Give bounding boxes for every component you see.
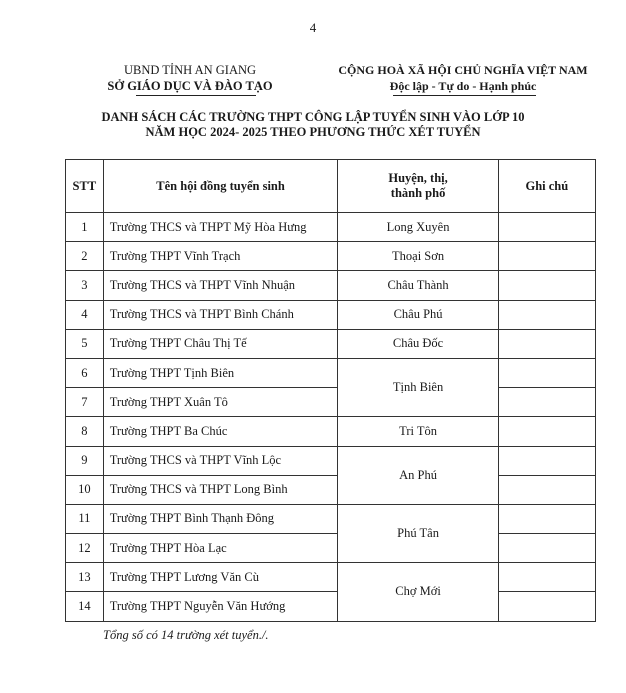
cell-stt: 4 xyxy=(66,300,104,329)
total-summary: Tổng số có 14 trường xét tuyển./. xyxy=(103,628,269,642)
cell-district: Châu Phú xyxy=(338,300,498,329)
cell-note xyxy=(498,242,595,271)
table-row xyxy=(66,358,596,387)
cell-name: Trường THPT Hòa Lạc xyxy=(103,534,338,563)
cell-name: Trường THPT Vĩnh Trạch xyxy=(103,242,338,271)
cell-note xyxy=(498,213,595,242)
cell-district: Tri Tôn xyxy=(338,417,498,446)
table-row xyxy=(66,213,596,242)
table-row xyxy=(66,271,596,300)
cell-district: Châu Thành xyxy=(338,271,498,300)
cell-district: Tịnh Biên xyxy=(338,358,498,416)
cell-district: Thoại Sơn xyxy=(338,242,498,271)
document-title xyxy=(0,110,626,140)
cell-stt: 1 xyxy=(66,213,104,242)
table-row xyxy=(66,300,596,329)
motto-line2: Độc lập - Tự do - Hạnh phúc xyxy=(389,79,537,93)
issuer-underline xyxy=(136,95,256,96)
cell-name: Trường THPT Nguyễn Văn Hướng xyxy=(103,592,338,621)
cell-stt: 14 xyxy=(66,592,104,621)
table-row xyxy=(66,242,596,271)
cell-stt: 10 xyxy=(66,475,104,504)
cell-note xyxy=(498,417,595,446)
cell-note xyxy=(498,592,595,621)
cell-name: Trường THPT Lương Văn Cù xyxy=(103,563,338,592)
cell-name: Trường THPT Bình Thạnh Đông xyxy=(103,504,338,533)
cell-name: Trường THPT Xuân Tô xyxy=(103,388,338,417)
col-header-note: Ghi chú xyxy=(498,160,595,213)
title-line1: DANH SÁCH CÁC TRƯỜNG THPT CÔNG LẬP TUYỂN SINH VÀO LỚP 10 xyxy=(101,110,525,124)
motto-line1: CỘNG HOÀ XÃ HỘI CHỦ NGHĨA VIỆT NAM xyxy=(338,63,588,77)
cell-note xyxy=(498,388,595,417)
table-row xyxy=(66,592,596,621)
cell-note xyxy=(498,446,595,475)
cell-stt: 7 xyxy=(66,388,104,417)
cell-note xyxy=(498,563,595,592)
issuer-line2: SỞ GIÁO DỤC VÀ ĐÀO TẠO xyxy=(107,79,273,93)
cell-stt: 12 xyxy=(66,534,104,563)
cell-stt: 11 xyxy=(66,504,104,533)
cell-note xyxy=(498,475,595,504)
cell-name: Trường THPT Châu Thị Tế xyxy=(103,329,338,358)
table-row xyxy=(66,329,596,358)
cell-name: Trường THCS và THPT Vĩnh Lộc xyxy=(103,446,338,475)
national-motto-header xyxy=(338,62,588,94)
issuer-line1: UBND TỈNH AN GIANG xyxy=(123,63,257,77)
cell-name: Trường THPT Tịnh Biên xyxy=(103,358,338,387)
cell-note xyxy=(498,534,595,563)
cell-name: Trường THCS và THPT Long Bình xyxy=(103,475,338,504)
cell-name: Trường THCS và THPT Vĩnh Nhuận xyxy=(103,271,338,300)
table-row xyxy=(66,504,596,533)
cell-name: Trường THPT Ba Chúc xyxy=(103,417,338,446)
cell-stt: 3 xyxy=(66,271,104,300)
motto-underline xyxy=(393,95,536,96)
table-row xyxy=(66,446,596,475)
table-row xyxy=(66,388,596,417)
table-row xyxy=(66,534,596,563)
cell-stt: 5 xyxy=(66,329,104,358)
title-line2: NĂM HỌC 2024- 2025 THEO PHƯƠNG THỨC XÉT TUYỂN xyxy=(145,125,481,139)
page-number: 4 xyxy=(309,20,317,35)
cell-stt: 8 xyxy=(66,417,104,446)
cell-district: An Phú xyxy=(338,446,498,504)
cell-note xyxy=(498,271,595,300)
col-header-stt: STT xyxy=(66,160,104,213)
cell-stt: 6 xyxy=(66,358,104,387)
cell-stt: 2 xyxy=(66,242,104,271)
col-header-district-line1: Huyện, thị, xyxy=(388,171,448,185)
table-header-row xyxy=(66,160,596,213)
table-row xyxy=(66,475,596,504)
table-row xyxy=(66,417,596,446)
cell-name: Trường THCS và THPT Mỹ Hòa Hưng xyxy=(103,213,338,242)
cell-note xyxy=(498,300,595,329)
cell-name: Trường THCS và THPT Bình Chánh xyxy=(103,300,338,329)
cell-note xyxy=(498,329,595,358)
cell-district: Chợ Mới xyxy=(338,563,498,621)
cell-district: Phú Tân xyxy=(338,504,498,562)
table-row xyxy=(66,563,596,592)
cell-stt: 13 xyxy=(66,563,104,592)
issuer-header xyxy=(105,62,275,94)
cell-stt: 9 xyxy=(66,446,104,475)
cell-district: Long Xuyên xyxy=(338,213,498,242)
col-header-name: Tên hội đồng tuyển sinh xyxy=(103,160,338,213)
col-header-district xyxy=(338,160,498,213)
cell-note xyxy=(498,358,595,387)
cell-district: Châu Đốc xyxy=(338,329,498,358)
school-list-table xyxy=(65,159,596,622)
cell-note xyxy=(498,504,595,533)
col-header-district-line2: thành phố xyxy=(390,186,446,200)
